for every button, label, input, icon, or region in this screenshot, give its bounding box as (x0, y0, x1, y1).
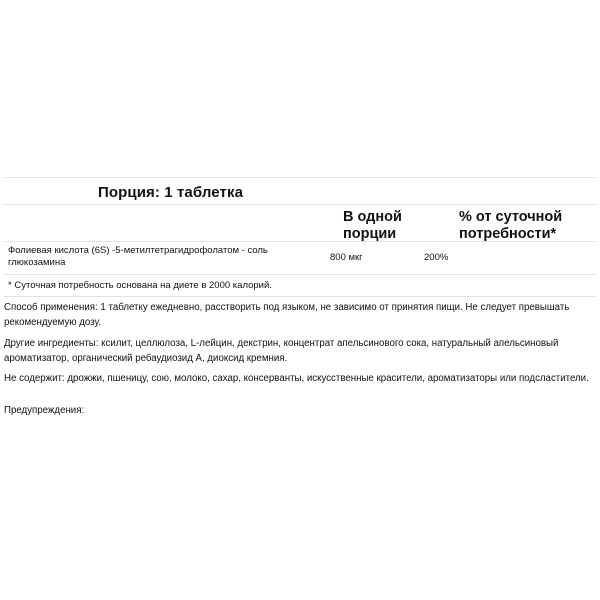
other-ingredients: Другие ингредиенты: ксилит, целлюлоза, L-лейцин, декстрин, концентрат апельсинового сока, натуральный апельсиновый ароматизатор, органический ребаудиозид А, диоксид кремния. (4, 338, 559, 364)
column-header-row (4, 205, 596, 241)
does-not-contain: Не содержит: дрожжи, пшеницу, сою, молоко, сахар, консерванты, искусственные красители, ароматизаторы или подсластители. (4, 373, 589, 384)
warnings-heading: Предупреждения: (4, 405, 85, 416)
table-row (4, 242, 596, 274)
ingredient-name: Фолиевая кислота (6S) -5-метилтетрагидрофолатом - соль глюкозамина (8, 245, 268, 268)
daily-value-header: % от суточной потребности* (459, 209, 563, 242)
serving-size: Порция: 1 таблетка (98, 184, 244, 201)
ingredient-amount: 800 мкг (330, 252, 363, 263)
daily-value-footnote: * Суточная потребность основана на диете в 2000 калорий. (8, 280, 272, 291)
serving-row (4, 178, 596, 204)
supplement-facts-panel (4, 177, 596, 297)
footnote-row (4, 275, 596, 296)
divider (4, 296, 596, 297)
amount-per-serving-header: В одной порции (343, 209, 402, 242)
usage-directions: Способ применения: 1 таблетку ежедневно, расстворить под языком, не зависимо от принятия пищи. Не следует превышать рекомендуемую дозу. (4, 302, 570, 328)
ingredient-daily-value: 200% (424, 252, 449, 263)
